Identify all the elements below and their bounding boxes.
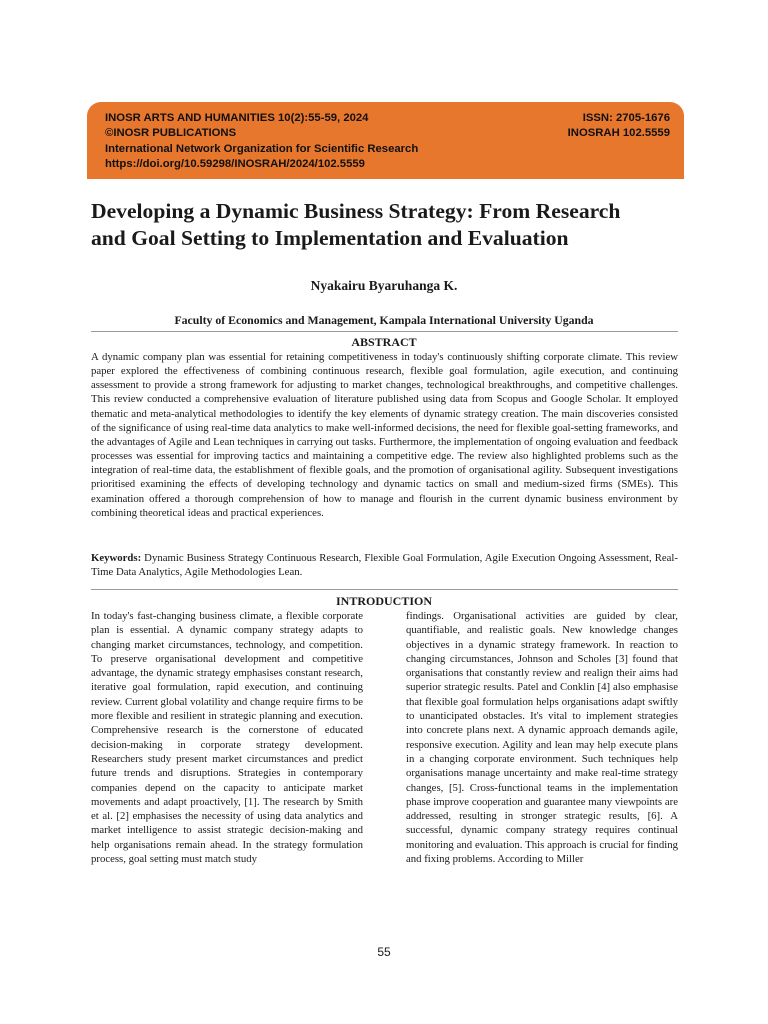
introduction-right-column: findings. Organisational activities are guided by clear, quantifiable, and realistic goals. New knowledge changes objectives in a dynamic strategy framework. In reaction to changing circumstances, Johnson and Scholes [3] found that organisations that constantly review and realign their aims had superior strategic results. Patel and Conklin [4] also emphasise that flexible goal formulation helps organisations adapt swiftly to unanticipated obstacles. It's vital to implement strategies into concrete plans next. A dynamic approach demands agile, responsive execution. Agility and lean may help execute plans in a changing corporate environment. Such techniques help organisations manage uncertainty and make real-time strategy changes, [5]. Cross-functional teams in the implementation phase improve cooperation and guarantee many viewpoints are addressed, resulting in stronger strategic results, [6]. A successful, dynamic company strategy requires continual monitoring and evaluation. This approach is crucial for finding and fixing problems. According to Miller xyxy=(406,610,678,866)
keywords-paragraph xyxy=(91,551,678,580)
journal-info-block xyxy=(105,111,418,172)
paper-title-line-2: and Goal Setting to Implementation and Evaluation xyxy=(91,226,569,250)
paper-title-line-1: Developing a Dynamic Business Strategy: From Research xyxy=(91,199,621,223)
abstract-heading: ABSTRACT xyxy=(351,335,417,349)
abstract-top-rule xyxy=(91,331,678,332)
keywords-list: Dynamic Business Strategy Continuous Research, Flexible Goal Formulation, Agile Execution Ongoing Assessment, Real-Time Data Analytics, Agile Methodologies Lean. xyxy=(91,552,678,579)
organization-name: International Network Organization for Scientific Research xyxy=(105,142,419,155)
author-name: Nyakairu Byaruhanga K. xyxy=(310,278,458,293)
paper-title xyxy=(91,198,691,252)
keywords-label: Keywords: xyxy=(91,552,142,564)
introduction-heading: INTRODUCTION xyxy=(335,594,432,608)
doi-link[interactable]: https://doi.org/10.59298/INOSRAH/2024/102.5559 xyxy=(105,157,365,170)
journal-citation: INOSR ARTS AND HUMANITIES 10(2):55-59, 2024 xyxy=(105,112,369,124)
abstract-text: A dynamic company plan was essential for retaining competitiveness in today's continuously shifting corporate climate. This review paper explored the effectiveness of combining continuous research, flexible goal formulation, agile execution, and continuing assessment to provide a strong framework for adjusting to market changes, technological breakthroughs, and competitive challenges. This review conducted a comprehensive evaluation of literature published using data from Scopus and Google Scholar. It employed thematic and meta-analytical methodologies to identify the key elements of dynamic strategy creation. The main discoveries consisted of the significance of using real-time data analytics to make well-informed decisions, the need for flexible goal-setting frameworks, and the advantages of Agile and Lean techniques in carrying out tasks. Furthermore, the implementation of ongoing evaluation and feedback processes was essential for improving tactics and maintaining a competitive edge. The review also highlighted problems such as the integration of real-time data, the establishment of flexible goals, and the promotion of organisational agility. Subsequent investigations prioritised examining the effects of developing technology and dynamic tactics on small and medium-sized firms (SMEs). This examination offered a thorough comprehension of how to manage and flourish in the current dynamic business environment by combining theoretical ideas and practical experiences. xyxy=(91,351,678,519)
page-number: 55 xyxy=(377,945,391,959)
issn-number: ISSN: 2705-1676 xyxy=(582,112,670,124)
author-affiliation: Faculty of Economics and Management, Kampala International University Uganda xyxy=(174,313,594,327)
issn-block xyxy=(568,111,670,142)
introduction-top-rule xyxy=(91,589,678,590)
introduction-left-column: In today's fast-changing business climate, a flexible corporate plan is essential. A dynamic company strategy adapts to changing market circumstances, technology, and competition. To preserve organisational development and competitive advantage, the dynamic strategy emphasises constant research, iterative goal formulation, rapid execution, and continuing review. Current global volatility and change require firms to be more flexible and resilient in strategic planning and execution. Comprehensive research is the cornerstone of educated decision-making in corporate strategy development. Researchers study present market circumstances and predict future trends and disruptions. Strategies in contemporary companies depend on the capacity to anticipate market movements and adapt proactively, [1]. The research by Smith et al. [2] emphasises the necessity of using data analytics and market intelligence to assist strategic decision-making and help organisations remain ahead. In the strategy formulation process, goal setting must match study xyxy=(91,610,363,866)
article-code: INOSRAH 102.5559 xyxy=(567,127,670,140)
publisher-name: ©INOSR PUBLICATIONS xyxy=(105,127,237,140)
journal-header-banner xyxy=(87,102,684,179)
